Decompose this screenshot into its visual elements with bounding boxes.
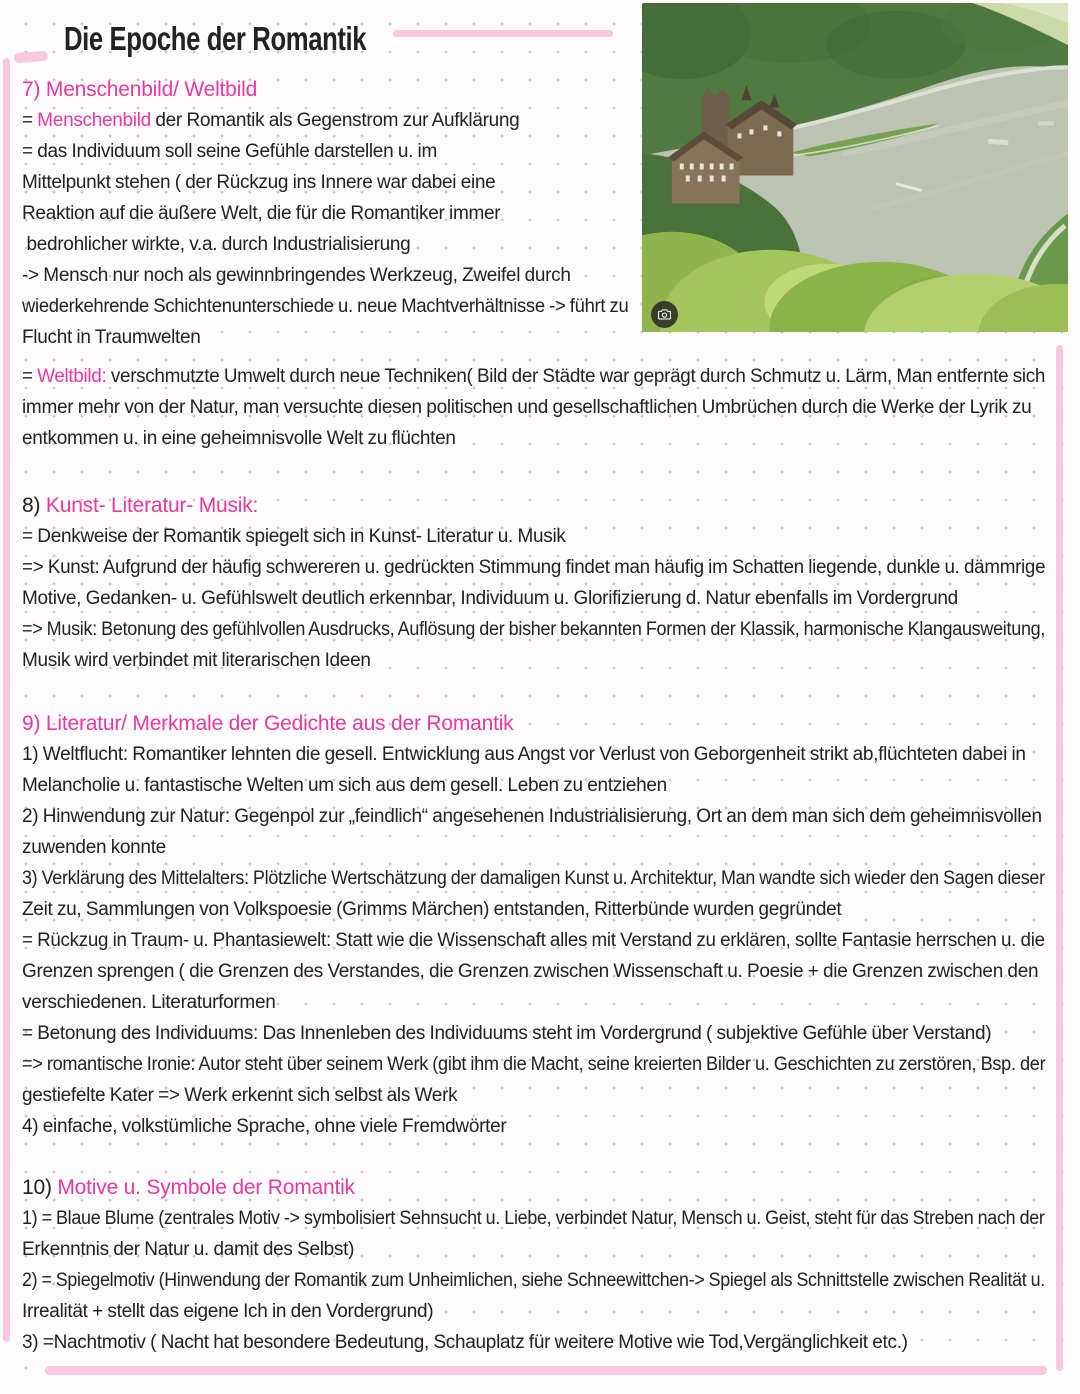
text-segment: gestiefelte Kater => Werk erkennt sich selbst als Werk [22,1085,458,1106]
text-line [22,770,1045,801]
text-segment: = [22,110,38,131]
text-segment: 2) = Spiegelmotiv (Hinwendung der Romantik zum Unheimlichen, siehe Schneewittchen-> Spiegel als Schnittstelle zwischen Realität u. [22,1270,1045,1291]
text-segment: 2) Hinwendung zur Natur: Gegenpol zur „feindlich“ angesehenen Industrialisierung, Ort an dem man sich dem geheimnisvollen [22,806,1042,827]
text-line [22,832,1045,863]
text-line [22,1327,1045,1358]
text-line [22,229,628,260]
text-segment: zuwenden konnte [22,837,166,858]
text-segment: Erkenntnis der Natur u. damit des Selbst) [22,1239,355,1260]
text-segment: Melancholie u. fantastische Welten um sich aus dem gesell. Leben zu entziehen [22,775,667,796]
highlight-text: 7) Menschenbild/ Weltbild [22,78,258,101]
text-line [22,863,1045,894]
text-line [22,614,1046,645]
text-segment: Reaktion auf die äußere Welt, die für die Romantiker immer [22,203,501,224]
text-line [22,291,629,322]
section-10-heading [22,1172,1045,1203]
text-segment: => romantische Ironie: Autor steht über seinem Werk (gibt ihm die Macht, seine kreierten Bilder u. Geschichten zu zerstören, Bsp. der [22,1054,1046,1075]
text-segment: 8) [22,494,46,517]
section-9-text [22,739,1045,1142]
text-segment: => Kunst: Aufgrund der häufig schwereren u. gedrückten Stimmung findet man häufig im Schatten liegende, dunkle u. dämmrige [22,557,1046,578]
text-segment: Mittelpunkt stehen ( der Rückzug ins Innere war dabei eine [22,172,496,193]
text-line [22,552,1046,583]
text-line [22,925,1045,956]
text-segment: verschmutzte Umwelt durch neue Techniken( Bild der Städte war geprägt durch Schmutz u. Lärm, Man entfernte sich [106,366,1046,387]
text-line [22,894,1045,925]
text-line [22,322,628,353]
text-segment: Musik wird verbindet mit literarischen Ideen [22,650,371,671]
text-line [22,1265,1045,1296]
text-segment: Flucht in Traumwelten [22,327,201,348]
highlight-text: 9) Literatur/ Merkmale der Gedichte aus der Romantik [22,712,514,735]
text-line [22,1049,1046,1080]
section-8-text [22,521,1045,676]
section-10 [22,1172,1045,1358]
text-segment: 1) Weltflucht: Romantiker lehnten die gesell. Entwicklung aus Angst vor Verlust von Geborgenheit strikt ab,flüchteten dabei in [22,744,1026,765]
text-segment: = das Individuum soll seine Gefühle darstellen u. im [22,141,437,162]
text-segment: wiederkehrende Schichtenunterschiede u. neue Machtverhältnisse -> führt zu [22,296,629,317]
section-9-heading [22,708,1045,739]
text-segment: = Rückzug in Traum- u. Phantasiewelt: Statt wie die Wissenschaft alles mit Verstand zu erklären, sollte Fantasie herrschen u. die [22,930,1045,951]
text-segment: -> Mensch nur noch als gewinnbringendes Werkzeug, Zweifel durch [22,265,571,286]
text-line [22,105,628,136]
bottom-accent-bar [45,1366,1047,1375]
highlight-text: Menschenbild [37,110,151,131]
text-line [22,801,1045,832]
text-line [22,521,1045,552]
text-line [22,1296,1045,1327]
highlight-text: Weltbild: [37,366,107,387]
section-7-text-column [22,105,628,353]
text-line [22,260,628,291]
text-line [22,987,1045,1018]
notes-content [22,74,1045,1358]
highlight-text: Kunst- Literatur- Musik: [45,494,259,517]
text-segment: = Betonung des Individuums: Das Innenleben des Individuums steht im Vordergrund ( subjektive Gefühle über Verstand) [22,1023,992,1044]
text-line [22,167,628,198]
text-segment: der Romantik als Gegenstrom zur Aufklärung [150,110,520,131]
section-7-weltbild-block [22,361,1045,454]
text-line [22,198,628,229]
section-7-heading [22,74,1045,105]
text-segment: Zeit zu, Sammlungen von Volkspoesie (Grimms Märchen) entstanden, Ritterbünde wurden gegründet [22,899,842,920]
text-line [22,956,1045,987]
text-segment: 3) =Nachtmotiv ( Nacht hat besondere Bedeutung, Schauplatz für weitere Motive wie Tod,Vergänglichkeit etc.) [22,1332,908,1353]
text-segment: entkommen u. in eine geheimnisvolle Welt zu flüchten [22,428,456,449]
text-segment: 1) = Blaue Blume (zentrales Motiv -> symbolisiert Sehnsucht u. Liebe, verbindet Natur, Mensch u. Geist, steht für das Streben nach der [22,1208,1045,1229]
page-title: Die Epoche der Romantik [64,20,367,57]
text-line [22,361,1046,392]
section-8 [22,490,1045,676]
text-segment: immer mehr von der Natur, man versuchte diesen politischen und gesellschaftlichen Umbrüchen durch die Werke der Lyrik zu [22,397,1032,418]
text-segment: = Denkweise der Romantik spiegelt sich in Kunst- Literatur u. Musik [22,526,566,547]
text-line [22,645,1045,676]
text-segment: Motive, Gedanken- u. Gefühlswelt deutlich erkennbar, Individuum u. Glorifizierung d. Natur ebenfalls im Vordergrund [22,588,958,609]
right-accent-bar [1056,345,1063,1371]
left-accent-bar [3,58,10,1342]
text-segment: => Musik: Betonung des gefühlvollen Ausdrucks, Auflösung der bisher bekannten Formen der Klassik, harmonische Klangausweitung, [22,619,1046,640]
text-segment: 4) einfache, volkstümliche Sprache, ohne viele Fremdwörter [22,1116,507,1137]
text-line [22,583,1045,614]
text-line [22,1018,1045,1049]
text-segment: 3) Verklärung des Mittelalters: Plötzliche Wertschätzung der damaligen Kunst u. Architektur, Man wandte sich wieder den Sagen dieser [22,868,1045,889]
section-9 [22,708,1045,1142]
section-10-text [22,1203,1045,1358]
text-segment: bedrohlicher wirkte, v.a. durch Industrialisierung [22,234,411,255]
section-7 [22,74,1045,454]
text-segment: = [22,366,38,387]
text-line [22,1111,1045,1142]
text-line [22,423,1045,454]
text-line [22,1080,1045,1111]
text-line [22,1203,1045,1234]
text-line [22,739,1045,770]
text-line [22,392,1045,423]
text-line [22,1234,1045,1265]
text-segment: Grenzen sprengen ( die Grenzen des Verstandes, die Grenzen zwischen Wissenschaft u. Poesie + die Grenzen zwischen den [22,961,1039,982]
title-dash-decoration [14,51,49,63]
text-segment: 10) [22,1176,58,1199]
text-segment: Irrealität + stellt das eigene Ich in den Vordergrund) [22,1301,434,1322]
text-line [22,136,628,167]
section-8-heading [22,490,1045,521]
title-underline-decoration [393,30,613,37]
highlight-text: Motive u. Symbole der Romantik [57,1176,355,1199]
text-segment: verschiedenen. Literaturformen [22,992,276,1013]
